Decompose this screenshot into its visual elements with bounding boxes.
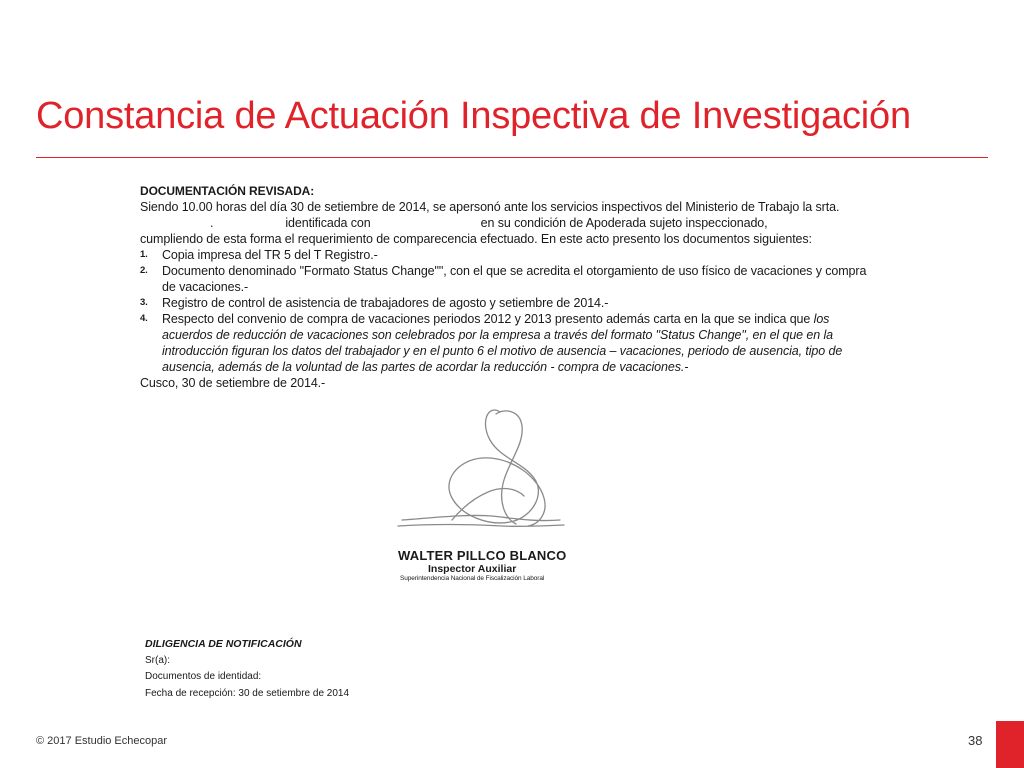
list-item-number: 1. (140, 249, 148, 260)
notification-id-documents: Documentos de identidad: (145, 671, 262, 682)
signatory-name: WALTER PILLCO BLANCO (398, 548, 567, 563)
page-number: 38 (968, 733, 983, 748)
corner-accent-bar (996, 721, 1024, 768)
document-intro-identified: identificada con (285, 216, 371, 230)
document-intro-line-3: cumpliendo de esta forma el requerimiento de comparecencia efectuado. En este acto presento los documentos siguientes: (140, 232, 812, 246)
document-list (140, 247, 880, 375)
notification-date: Fecha de recepción: 30 de setiembre de 2014 (145, 687, 350, 699)
notification-recipient: Sr(a): (145, 654, 170, 666)
list-item-text: Registro de control de asistencia de trabajadores de agosto y setiembre de 2014.- (162, 296, 609, 310)
signature-block (398, 548, 608, 582)
handwritten-signature (392, 400, 572, 540)
signatory-organization: Superintendencia Nacional de Fiscalización Laboral (400, 575, 545, 582)
list-item (140, 247, 880, 263)
list-item-number: 4. (140, 313, 148, 324)
list-item-number: 2. (140, 265, 148, 276)
document-intro-capacity: en su condición de Apoderada sujeto inspeccionado, (480, 216, 768, 230)
document-intro-line-2 (140, 215, 880, 231)
list-item-text: Copia impresa del TR 5 del T Registro.- (162, 248, 378, 262)
document-heading: DOCUMENTACIÓN REVISADA: (140, 184, 315, 198)
slide-title: Constancia de Actuación Inspectiva de Investigación (36, 95, 911, 137)
list-item-italic-text: los acuerdos de reducción de vacaciones son celebrados por la empresa a través del formato "Status Change", en el que en la introducción figuran los datos del trabajador y en el punto 6 el motivo de ausencia – vacaciones, periodo de ausencia, tipo de ausencia, además de la voluntad de las partes de acordar la reducción - compra de vacaciones.- (162, 312, 843, 374)
list-item (140, 311, 880, 375)
document-intro-line-1: Siendo 10.00 horas del día 30 de setiembre de 2014, se apersonó ante los servicios inspectivos del Ministerio de Trabajo la srta. (140, 200, 840, 214)
list-item (140, 263, 880, 295)
list-item (140, 295, 880, 311)
scanned-document (140, 183, 880, 391)
document-intro-dot: . (210, 216, 214, 230)
title-divider (36, 157, 988, 158)
signatory-role: Inspector Auxiliar (428, 563, 517, 575)
list-item-number: 3. (140, 297, 148, 308)
notification-heading: DILIGENCIA DE NOTIFICACIÓN (145, 638, 302, 650)
list-item-text: Documento denominado "Formato Status Change"", con el que se acredita el otorgamiento de uso físico de vacaciones y compra de vacaciones.- (162, 264, 867, 294)
footer-copyright: © 2017 Estudio Echecopar (36, 735, 168, 747)
notification-section (145, 636, 465, 702)
document-closing: Cusco, 30 de setiembre de 2014.- (140, 376, 326, 390)
list-item-text: Respecto del convenio de compra de vacaciones periodos 2012 y 2013 presento además carta en la que se indica que (162, 312, 811, 326)
